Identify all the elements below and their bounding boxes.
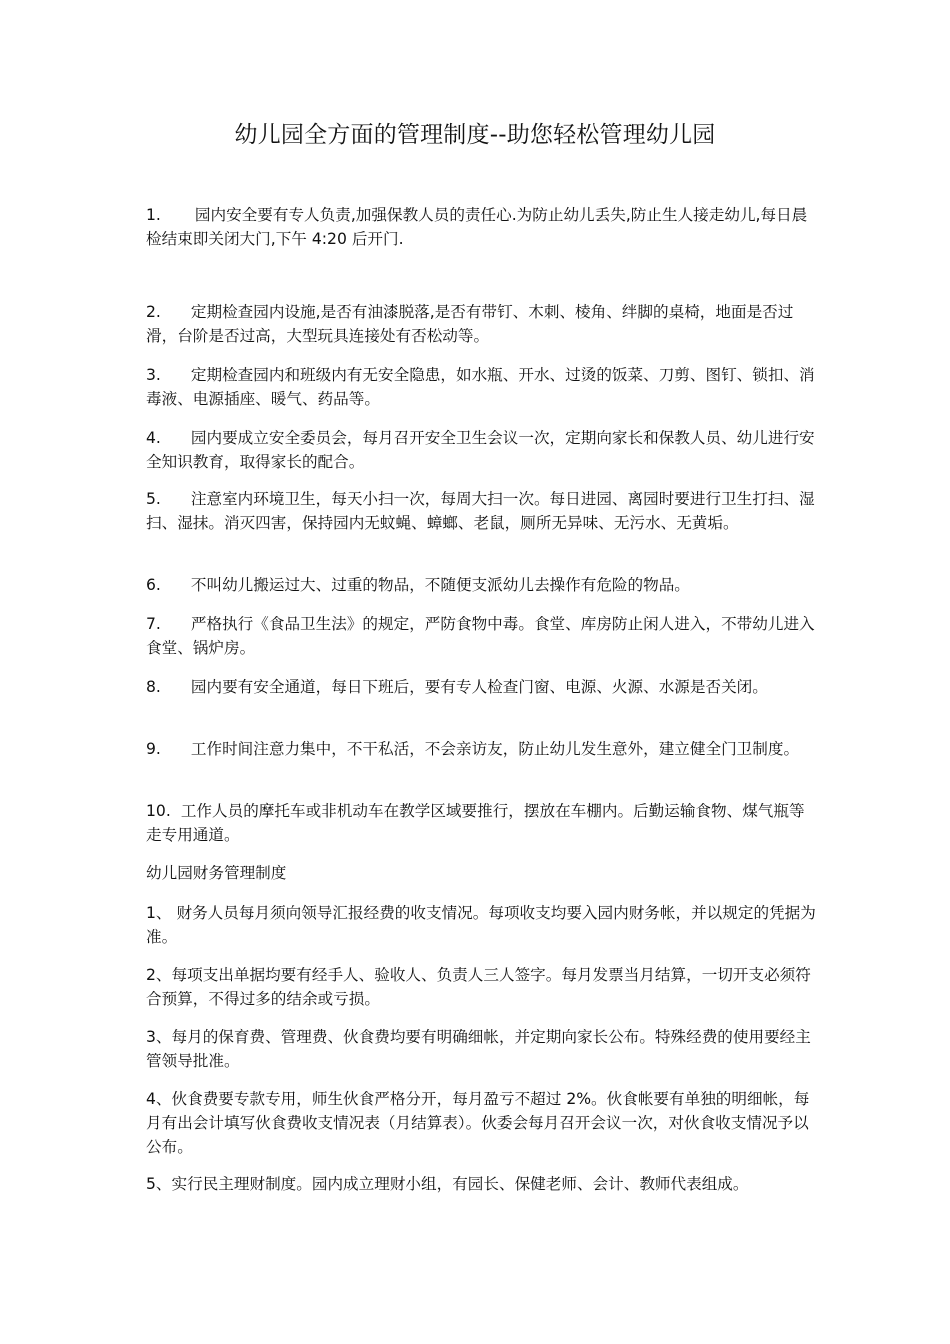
item-number: 2.: [146, 303, 161, 321]
item-text: 工作时间注意力集中，不干私活，不会亲访友，防止幼儿发生意外，建立健全门卫制度。: [190, 740, 800, 758]
item-text: 工作人员的摩托车或非机动车在教学区域要推行，摆放在车棚内。后勤运输食物、煤气瓶等走专用通道。: [146, 802, 805, 844]
safety-item-8: [146, 675, 818, 699]
item-text: 注意室内环境卫生，每天小扫一次，每周大扫一次。每日进园、离园时要进行卫生打扫、湿扫、湿抹。消灭四害，保持园内无蚊蝇、蟑螂、老鼠，厕所无异味、无污水、无黄垢。: [146, 490, 815, 532]
item-text: 园内要有安全通道，每日下班后，要有专人检查门窗、电源、火源、水源是否关闭。: [190, 678, 768, 696]
item-text: 园内要成立安全委员会，每月召开安全卫生会议一次，定期向家长和保教人员、幼儿进行安全知识教育，取得家长的配合。: [146, 429, 815, 471]
item-text: 严格执行《食品卫生法》的规定，严防食物中毒。食堂、库房防止闲人进入，不带幼儿进入食堂、锅炉房。: [146, 615, 815, 657]
finance-item-2: 2、每项支出单据均要有经手人、验收人、负责人三人签字。每月发票当月结算，一切开支必须符合预算，不得过多的结余或亏损。: [146, 966, 811, 1008]
item-number: 5.: [146, 490, 161, 508]
safety-item-5: [146, 487, 818, 535]
item-number: 6.: [146, 576, 161, 594]
document-title: 幼儿园全方面的管理制度--助您轻松管理幼儿园: [234, 122, 716, 148]
safety-item-4: [146, 426, 818, 474]
safety-item-3: [146, 363, 818, 411]
finance-item-4: 4、伙食费要专款专用，师生伙食严格分开，每月盈亏不超过 2%。伙食帐要有单独的明细帐，每月有出会计填写伙食费收支情况表（月结算表）。伙委会每月召开会议一次，对伙食收支情况予以公布。: [146, 1090, 810, 1156]
safety-item-7: [146, 612, 818, 660]
item-text: 不叫幼儿搬运过大、过重的物品，不随便支派幼儿去操作有危险的物品。: [190, 576, 690, 594]
item-number: 4.: [146, 429, 161, 447]
item-number: 1.: [146, 206, 161, 224]
item-number: 8.: [146, 678, 161, 696]
item-text: 定期检查园内和班级内有无安全隐患，如水瓶、开水、过烫的饭菜、刀剪、图钉、锁扣、消毒液、电源插座、暖气、药品等。: [146, 366, 815, 408]
item-number: 9.: [146, 740, 161, 758]
item-number: 7.: [146, 615, 161, 633]
safety-item-6: [146, 573, 818, 597]
item-number: 10.: [146, 802, 171, 820]
safety-item-9: [146, 737, 818, 761]
finance-heading: 幼儿园财务管理制度: [146, 864, 287, 882]
finance-item-5: 5、实行民主理财制度。园内成立理财小组，有园长、保健老师、会计、教师代表组成。: [146, 1175, 749, 1193]
item-text: 园内安全要有专人负责,加强保教人员的责任心.为防止幼儿丢失,防止生人接走幼儿,每日晨检结束即关闭大门,下午 4:20 后开门.: [146, 206, 808, 248]
item-text: 定期检查园内设施,是否有油漆脱落,是否有带钉、木刺、棱角、绊脚的桌椅，地面是否过滑，台阶是否过高，大型玩具连接处有否松动等。: [146, 303, 794, 345]
safety-item-2: [146, 300, 818, 348]
safety-item-1: [146, 203, 818, 251]
finance-item-1: 1、 财务人员每月须向领导汇报经费的收支情况。每项收支均要入园内财务帐，并以规定的凭据为准。: [146, 904, 816, 946]
safety-item-10: [146, 799, 818, 847]
item-number: 3.: [146, 366, 161, 384]
finance-item-3: 3、每月的保育费、管理费、伙食费均要有明确细帐，并定期向家长公布。特殊经费的使用要经主管领导批准。: [146, 1028, 811, 1070]
